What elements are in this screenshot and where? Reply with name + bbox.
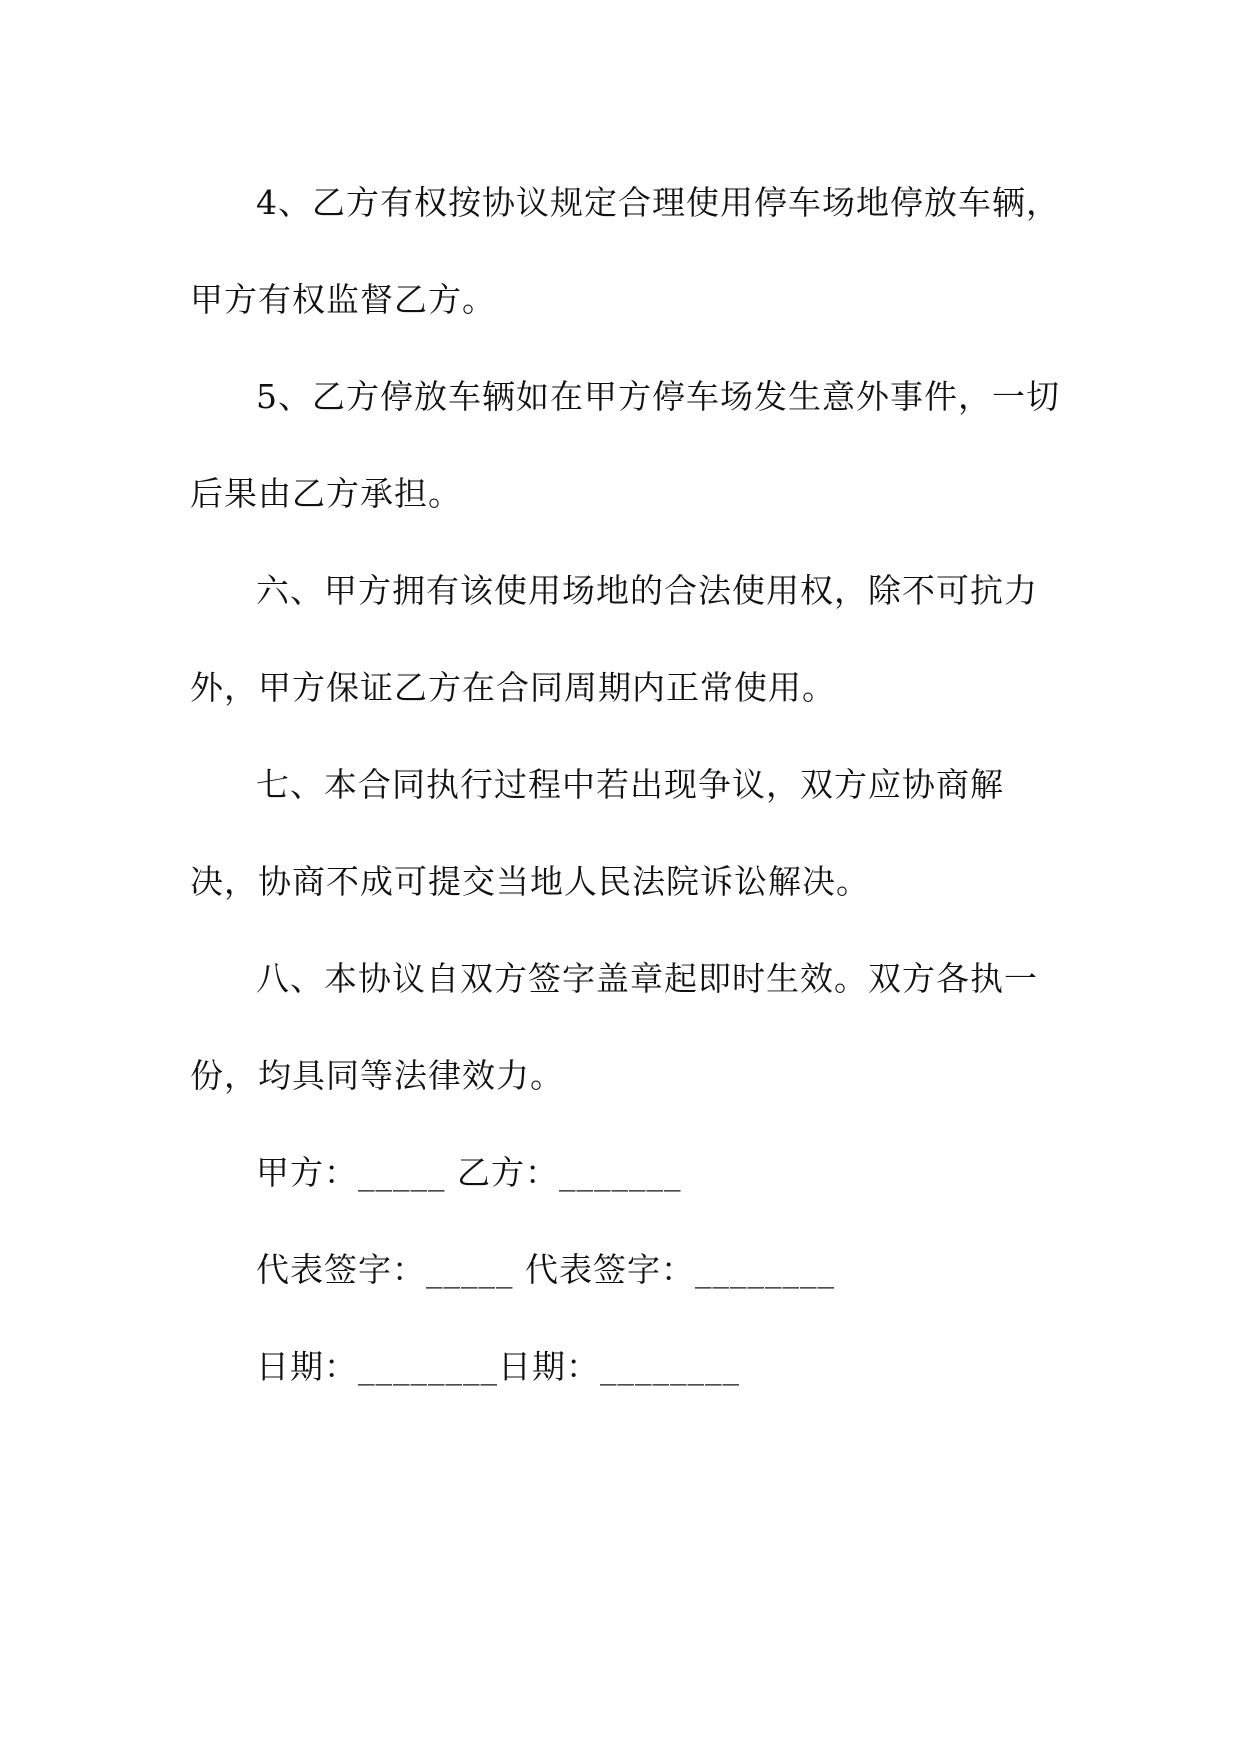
clause-8-line-2: 份，均具同等法律效力。: [190, 1056, 564, 1095]
clause-4-line-1: 4、乙方有权按协议规定合理使用停车场地停放车辆，: [256, 183, 1060, 222]
clause-6-line-1: 六、甲方拥有该使用场地的合法使用权，除不可抗力: [256, 571, 1038, 610]
clause-7-line-2: 决，协商不成可提交当地人民法院诉讼解决。: [190, 862, 870, 901]
clause-4-line-2: 甲方有权监督乙方。: [190, 280, 496, 319]
signature-dates-line: 日期：________日期：________: [256, 1347, 740, 1386]
clause-5-line-2: 后果由乙方承担。: [190, 474, 462, 513]
clause-8-line-1: 八、本协议自双方签字盖章起即时生效。双方各执一: [256, 959, 1038, 998]
clause-5-line-1: 5、乙方停放车辆如在甲方停车场发生意外事件，一切: [256, 377, 1060, 416]
clause-7-line-1: 七、本合同执行过程中若出现争议，双方应协商解: [256, 765, 1004, 804]
signature-parties-line: 甲方：_____ 乙方：_______: [256, 1153, 682, 1192]
signature-representatives-line: 代表签字：_____ 代表签字：________: [256, 1250, 835, 1289]
clause-6-line-2: 外，甲方保证乙方在合同周期内正常使用。: [190, 668, 836, 707]
